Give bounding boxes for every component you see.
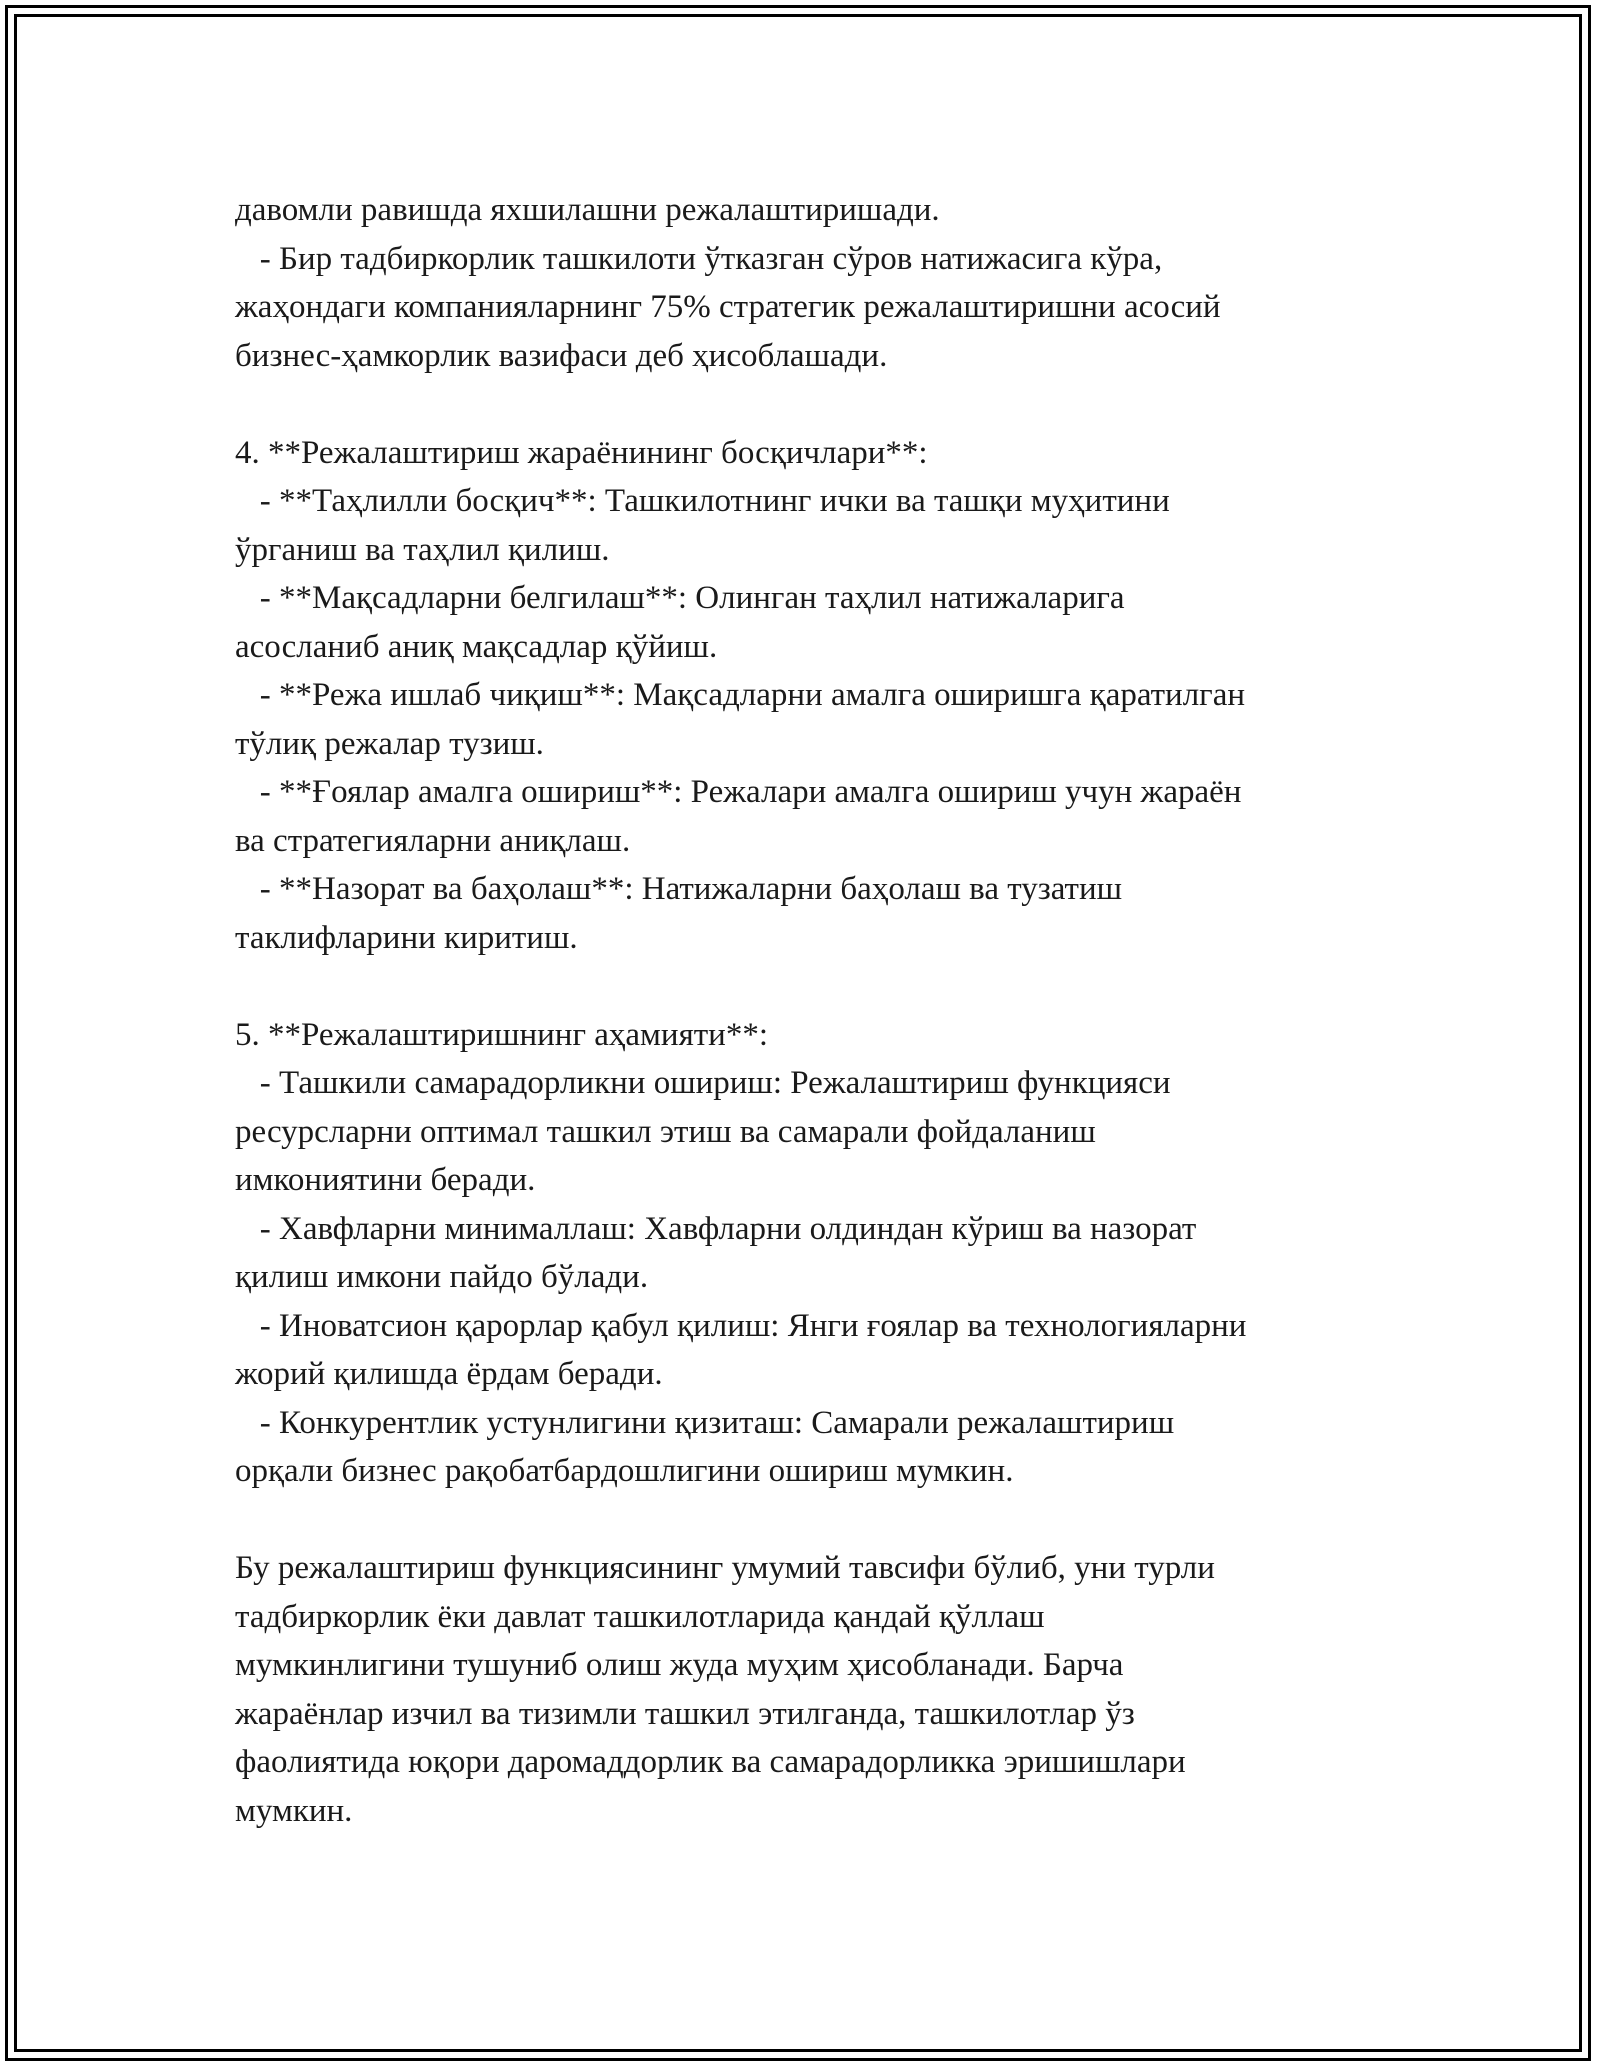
- text-line: - **Назорат ва баҳолаш**: Натижаларни баҳолаш ва тузатиш: [235, 871, 1123, 907]
- text-line: - Конкурентлик устунлигини қизиташ: Самарали режалаштириш: [235, 1404, 1175, 1441]
- text-line: давомли равишда яхшилашни режалаштиришади.: [235, 192, 940, 228]
- text-line: ўрганиш ва таҳлил қилиш.: [235, 531, 610, 568]
- text-line: Бу режалаштириш функциясининг умумий тавсифи бўлиб, уни турли: [235, 1550, 1215, 1586]
- text-line: - **Ғоялар амалга ошириш**: Режалари амалга ошириш учун жараён: [235, 774, 1242, 810]
- text-line: - **Режа ишлаб чиқиш**: Мақсадларни амалга оширишга қаратилган: [235, 677, 1246, 713]
- text-line: жараёнлар изчил ва тизимли ташкил этилганда, ташкилотлар ўз: [235, 1695, 1135, 1732]
- text-line: тўлиқ режалар тузиш.: [235, 725, 544, 762]
- text-line: орқали бизнес рақобатбардошлигини ошириш мумкин.: [235, 1453, 1014, 1489]
- text-line: ресурсларни оптимал ташкил этиш ва самарали фойдаланиш: [235, 1113, 1096, 1150]
- text-line: фаолиятида юқори даромаддорлик ва самарадорликка эришишлари: [235, 1744, 1186, 1780]
- section-heading: 4. **Режалаштириш жараёнининг босқичлари**:: [235, 434, 928, 471]
- text-line: - Ташкили самарадорликни ошириш: Режалаштириш функцияси: [235, 1065, 1171, 1101]
- text-line: ва стратегияларни аниқлаш.: [235, 822, 631, 859]
- text-line: таклифларини киритиш.: [235, 919, 578, 956]
- text-line: - **Мақсадларни белгилаш**: Олинган таҳлил натижаларига: [235, 580, 1125, 616]
- text-line: - Бир тадбиркорлик ташкилоти ўтказган сўров натижасига кўра,: [235, 240, 1163, 277]
- paragraph-gap: [235, 380, 1395, 429]
- text-line: тадбиркорлик ёки давлат ташкилотларида қандай қўллаш: [235, 1598, 1045, 1635]
- text-line: мумкин.: [235, 1792, 353, 1829]
- text-line: - Хавфларни минималлаш: Хавфларни олдиндан кўриш ва назорат: [235, 1210, 1197, 1247]
- text-line: мумкинлигини тушуниб олиш жуда муҳим ҳисобланади. Барча: [235, 1647, 1124, 1683]
- text-line: бизнес-ҳамкорлик вазифаси деб ҳисоблашади.: [235, 337, 888, 374]
- text-line: жорий қилишда ёрдам беради.: [235, 1356, 663, 1392]
- text-line: қилиш имкони пайдо бўлади.: [235, 1259, 649, 1295]
- text-line: - **Таҳлилли босқич**: Ташкилотнинг ички ва ташқи муҳитини: [235, 483, 1170, 519]
- text-line: жаҳондаги компанияларнинг 75% стратегик режалаштиришни асосий: [235, 289, 1221, 325]
- paragraph-gap: [235, 962, 1395, 1011]
- text-line: - Иноватсион қарорлар қабул қилиш: Янги ғоялар ва технологияларни: [235, 1307, 1247, 1344]
- paragraph-gap: [235, 1496, 1395, 1545]
- document-body: [235, 186, 1395, 1835]
- text-line: имкониятини беради.: [235, 1162, 536, 1198]
- section-heading: 5. **Режалаштиришнинг аҳамияти**:: [235, 1016, 769, 1053]
- text-line: асосланиб аниқ мақсадлар қўйиш.: [235, 628, 718, 665]
